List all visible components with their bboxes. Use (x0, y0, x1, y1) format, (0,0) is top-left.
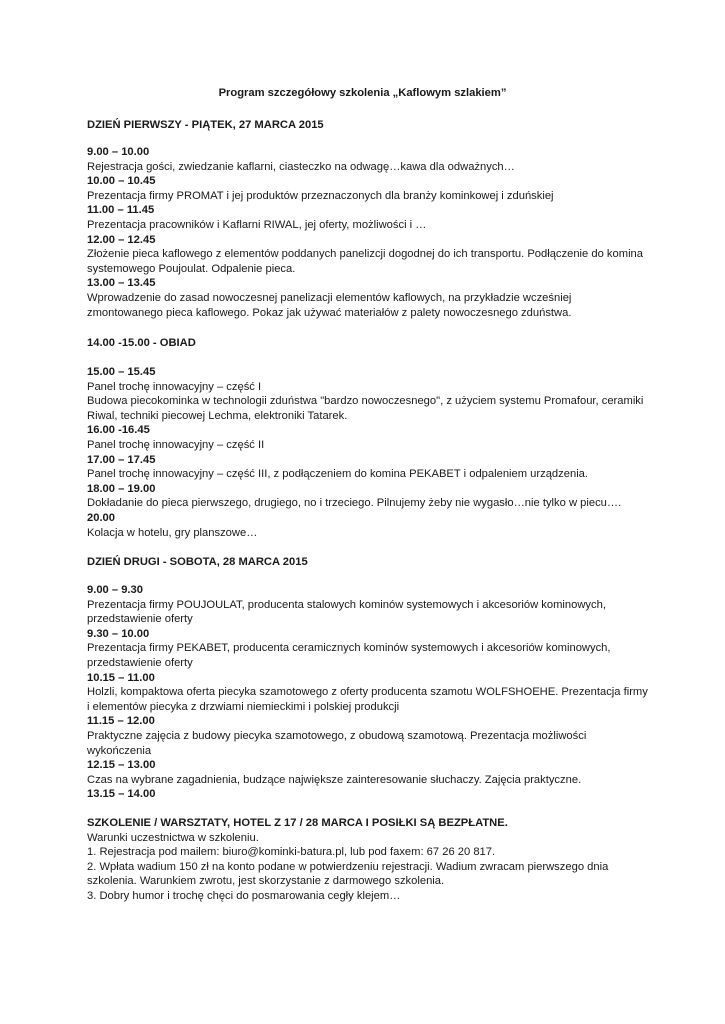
schedule-description: Holzli, kompaktowa oferta piecyka szamotowego z oferty producenta szamotu WOLFSHOEHE. Prezentacja firmy i elementów piecyka z drzwiami niemieckimi i polskiej produkcji (87, 686, 648, 713)
schedule-time: 15.00 – 15.45 (87, 366, 156, 378)
schedule-description: Prezentacja pracowników i Kaflarni RIWAL, jej oferty, możliwości i … (87, 218, 427, 231)
schedule-time: 20.00 (87, 511, 115, 524)
schedule-time: 9.00 – 9.30 (87, 584, 143, 596)
day2-schedule (87, 583, 649, 802)
document-title: Program szczegółowy szkolenia „Kaflowym szlakiem” (218, 87, 507, 99)
schedule-time: 12.00 – 12.45 (87, 233, 156, 246)
day1-heading: DZIEŃ PIERWSZY - PIĄTEK, 27 MARCA 2015 (87, 119, 324, 131)
schedule-time: 12.15 – 13.00 (87, 759, 156, 772)
schedule-description: Panel trochę innowacyjny – część III, z podłączeniem do komina PEKABET i odpaleniem urządzenia. (87, 468, 589, 481)
schedule-time: 13.15 – 14.00 (87, 788, 156, 801)
schedule-description: Prezentacja firmy POUJOULAT, producenta stalowych kominów systemowych i akcesoriów kominowych, przedstawienie oferty (87, 598, 606, 626)
day2-heading: DZIEŃ DRUGI - SOBOTA, 28 MARCA 2015 (87, 556, 308, 568)
schedule-description: Panel trochę innowacyjny – część II (87, 438, 265, 451)
schedule-description: Czas na wybrane zagadnienia, budzące największe zainteresowanie słuchaczy. Zajęcia praktyczne. (87, 773, 582, 786)
schedule-time: 11.00 – 11.45 (87, 204, 155, 217)
schedule-time: 11.15 – 12.00 (87, 715, 155, 728)
schedule-description: Kolacja w hotelu, gry planszowe… (87, 526, 258, 539)
schedule-description: Złożenie pieca kaflowego z elementów poddanych panelizcji dogodnej do ich transportu. Podłączenie do komina systemowego Poujoulat. Odpalenie pieca. (87, 248, 643, 275)
schedule-time: 18.00 – 19.00 (87, 482, 156, 495)
day1-afternoon-schedule (87, 365, 649, 540)
terms-heading: SZKOLENIE / WARSZTATY, HOTEL Z 17 / 28 MARCA I POSIŁKI SĄ BEZPŁATNE. (87, 817, 508, 829)
schedule-description: Prezentacja firmy PEKABET, producenta ceramicznych kominów systemowych i akcesoriów kominowych, przedstawienie oferty (87, 642, 611, 669)
schedule-description: Dokładanie do pieca pierwszego, drugiego, no i trzeciego. Pilnujemy żeby nie wygasło…nie tylko w piecu…. (87, 497, 622, 510)
schedule-description: Prezentacja firmy PROMAT i jej produktów przeznaczonych dla branży kominkowej i zduńskiej (87, 189, 554, 202)
schedule-description: Wprowadzenie do zasad nowoczesnej panelizacji elementów kaflowych, na przykładzie wcześniej zmontowanego pieca kaflowego. Pokaz jak używać materiałów z palety nowoczesnego zduństwa. (87, 291, 572, 319)
schedule-time: 17.00 – 17.45 (87, 453, 156, 466)
terms-line: Warunki uczestnictwa w szkoleniu. (87, 831, 259, 844)
day1-morning-schedule (87, 145, 649, 320)
schedule-time: 16.00 -16.45 (87, 424, 150, 437)
terms-line: 3. Dobry humor i trochę chęci do posmarowania cegły klejem… (87, 889, 401, 902)
lunch-break: 14.00 -15.00 - OBIAD (87, 337, 196, 349)
terms-line: 2. Wpłata wadium 150 zł na konto podane w potwierdzeniu rejestracji. Wadium zwracam pierwszego dnia szkolenia. Warunkiem zwrotu, jest skorzystanie z darmowego szkolenia. (87, 860, 609, 888)
schedule-time: 9.30 – 10.00 (87, 627, 150, 640)
schedule-description: Rejestracja gości, zwiedzanie kaflarni, ciasteczko na odwagę…kawa dla odważnych… (87, 160, 515, 173)
participation-terms (87, 816, 649, 904)
terms-line: 1. Rejestracja pod mailem: biuro@kominki-batura.pl, lub pod faxem: 67 26 20 817. (87, 846, 496, 859)
schedule-time: 10.00 – 10.45 (87, 175, 156, 188)
schedule-description: Praktyczne zajęcia z budowy piecyka szamotowego, z obudową szamotową. Prezentacja możliwości wykończenia (87, 729, 587, 757)
schedule-description: Panel trochę innowacyjny – część I Budowa piecokominka w technologii zduństwa "bardzo nowoczesnego", z użyciem systemu Promafour, ceramiki Riwal, techniki piecowej Lechma, elektroniki Tatarek. (87, 380, 644, 422)
schedule-time: 9.00 – 10.00 (87, 146, 150, 158)
schedule-time: 10.15 – 11.00 (87, 671, 155, 684)
schedule-time: 13.00 – 13.45 (87, 277, 156, 290)
